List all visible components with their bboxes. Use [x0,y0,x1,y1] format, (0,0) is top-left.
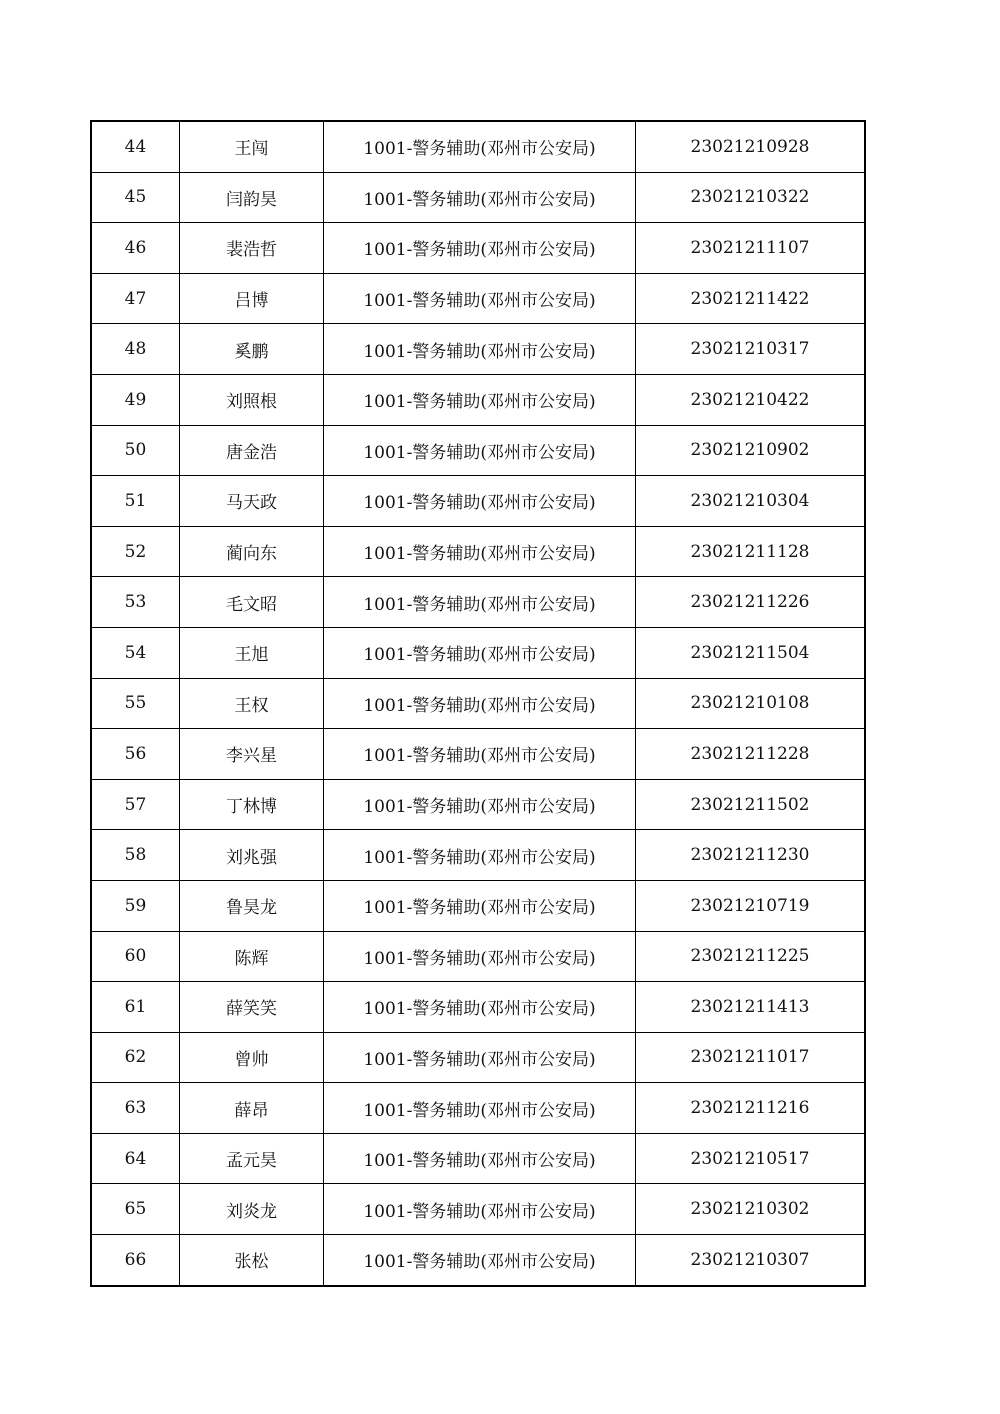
serial-number-cell: 59 [91,880,180,931]
table-row [91,880,865,931]
exam-number-cell: 23021211502 [636,779,866,830]
candidate-name-cell: 蔺向东 [180,526,324,577]
exam-number-cell: 23021211230 [636,830,866,881]
table-row [91,172,865,223]
table-row [91,273,865,324]
table-row [91,121,865,172]
table-row [91,779,865,830]
candidate-table [90,120,866,1287]
position-cell: 1001-警务辅助(邓州市公安局) [324,273,636,324]
position-cell: 1001-警务辅助(邓州市公安局) [324,172,636,223]
exam-number-cell: 23021210317 [636,324,866,375]
serial-number-cell: 60 [91,931,180,982]
candidate-name-cell: 刘兆强 [180,830,324,881]
candidate-name-cell: 鲁昊龙 [180,880,324,931]
serial-number-cell: 64 [91,1133,180,1184]
table-row [91,830,865,881]
table-row [91,526,865,577]
exam-number-cell: 23021210304 [636,476,866,527]
candidate-name-cell: 王闯 [180,121,324,172]
exam-number-cell: 23021211017 [636,1032,866,1083]
table-row [91,577,865,628]
position-cell: 1001-警务辅助(邓州市公安局) [324,121,636,172]
serial-number-cell: 52 [91,526,180,577]
serial-number-cell: 66 [91,1235,180,1286]
table-row [91,223,865,274]
exam-number-cell: 23021210302 [636,1184,866,1235]
candidate-name-cell: 闫韵昊 [180,172,324,223]
position-cell: 1001-警务辅助(邓州市公安局) [324,1133,636,1184]
serial-number-cell: 65 [91,1184,180,1235]
serial-number-cell: 51 [91,476,180,527]
candidate-name-cell: 丁林博 [180,779,324,830]
exam-number-cell: 23021210422 [636,374,866,425]
position-cell: 1001-警务辅助(邓州市公安局) [324,779,636,830]
exam-number-cell: 23021210307 [636,1235,866,1286]
position-cell: 1001-警务辅助(邓州市公安局) [324,324,636,375]
table-row [91,729,865,780]
exam-number-cell: 23021211225 [636,931,866,982]
exam-number-cell: 23021211107 [636,223,866,274]
candidate-name-cell: 李兴星 [180,729,324,780]
position-cell: 1001-警务辅助(邓州市公安局) [324,577,636,628]
position-cell: 1001-警务辅助(邓州市公安局) [324,1083,636,1134]
serial-number-cell: 48 [91,324,180,375]
exam-number-cell: 23021211504 [636,627,866,678]
table-row [91,1032,865,1083]
exam-number-cell: 23021210108 [636,678,866,729]
table-row [91,627,865,678]
exam-number-cell: 23021211422 [636,273,866,324]
serial-number-cell: 63 [91,1083,180,1134]
position-cell: 1001-警务辅助(邓州市公安局) [324,1032,636,1083]
position-cell: 1001-警务辅助(邓州市公安局) [324,1235,636,1286]
position-cell: 1001-警务辅助(邓州市公安局) [324,678,636,729]
serial-number-cell: 49 [91,374,180,425]
serial-number-cell: 50 [91,425,180,476]
table-row [91,374,865,425]
exam-number-cell: 23021211216 [636,1083,866,1134]
serial-number-cell: 53 [91,577,180,628]
serial-number-cell: 44 [91,121,180,172]
candidate-name-cell: 马天政 [180,476,324,527]
exam-number-cell: 23021211413 [636,982,866,1033]
serial-number-cell: 47 [91,273,180,324]
candidate-table-body [91,121,865,1286]
position-cell: 1001-警务辅助(邓州市公安局) [324,425,636,476]
serial-number-cell: 56 [91,729,180,780]
serial-number-cell: 58 [91,830,180,881]
table-row [91,1133,865,1184]
candidate-name-cell: 陈辉 [180,931,324,982]
exam-number-cell: 23021211128 [636,526,866,577]
exam-number-cell: 23021211228 [636,729,866,780]
candidate-name-cell: 唐金浩 [180,425,324,476]
serial-number-cell: 55 [91,678,180,729]
position-cell: 1001-警务辅助(邓州市公安局) [324,880,636,931]
candidate-name-cell: 王权 [180,678,324,729]
table-row [91,324,865,375]
exam-number-cell: 23021211226 [636,577,866,628]
serial-number-cell: 57 [91,779,180,830]
position-cell: 1001-警务辅助(邓州市公安局) [324,830,636,881]
candidate-name-cell: 刘炎龙 [180,1184,324,1235]
position-cell: 1001-警务辅助(邓州市公安局) [324,374,636,425]
serial-number-cell: 54 [91,627,180,678]
table-row [91,425,865,476]
serial-number-cell: 45 [91,172,180,223]
candidate-name-cell: 曾帅 [180,1032,324,1083]
table-row [91,678,865,729]
position-cell: 1001-警务辅助(邓州市公安局) [324,982,636,1033]
serial-number-cell: 61 [91,982,180,1033]
position-cell: 1001-警务辅助(邓州市公安局) [324,223,636,274]
candidate-name-cell: 薛昂 [180,1083,324,1134]
position-cell: 1001-警务辅助(邓州市公安局) [324,729,636,780]
table-row [91,476,865,527]
candidate-name-cell: 张松 [180,1235,324,1286]
exam-number-cell: 23021210928 [636,121,866,172]
position-cell: 1001-警务辅助(邓州市公安局) [324,931,636,982]
candidate-name-cell: 吕博 [180,273,324,324]
exam-number-cell: 23021210902 [636,425,866,476]
exam-number-cell: 23021210517 [636,1133,866,1184]
exam-number-cell: 23021210322 [636,172,866,223]
candidate-name-cell: 薛笑笑 [180,982,324,1033]
candidate-name-cell: 刘照根 [180,374,324,425]
table-row [91,1235,865,1286]
serial-number-cell: 46 [91,223,180,274]
candidate-name-cell: 奚鹏 [180,324,324,375]
table-row [91,1083,865,1134]
table-row [91,982,865,1033]
position-cell: 1001-警务辅助(邓州市公安局) [324,526,636,577]
table-row [91,1184,865,1235]
serial-number-cell: 62 [91,1032,180,1083]
candidate-name-cell: 裴浩哲 [180,223,324,274]
position-cell: 1001-警务辅助(邓州市公安局) [324,476,636,527]
position-cell: 1001-警务辅助(邓州市公安局) [324,1184,636,1235]
candidate-name-cell: 孟元昊 [180,1133,324,1184]
position-cell: 1001-警务辅助(邓州市公安局) [324,627,636,678]
exam-number-cell: 23021210719 [636,880,866,931]
candidate-name-cell: 王旭 [180,627,324,678]
table-row [91,931,865,982]
candidate-name-cell: 毛文昭 [180,577,324,628]
